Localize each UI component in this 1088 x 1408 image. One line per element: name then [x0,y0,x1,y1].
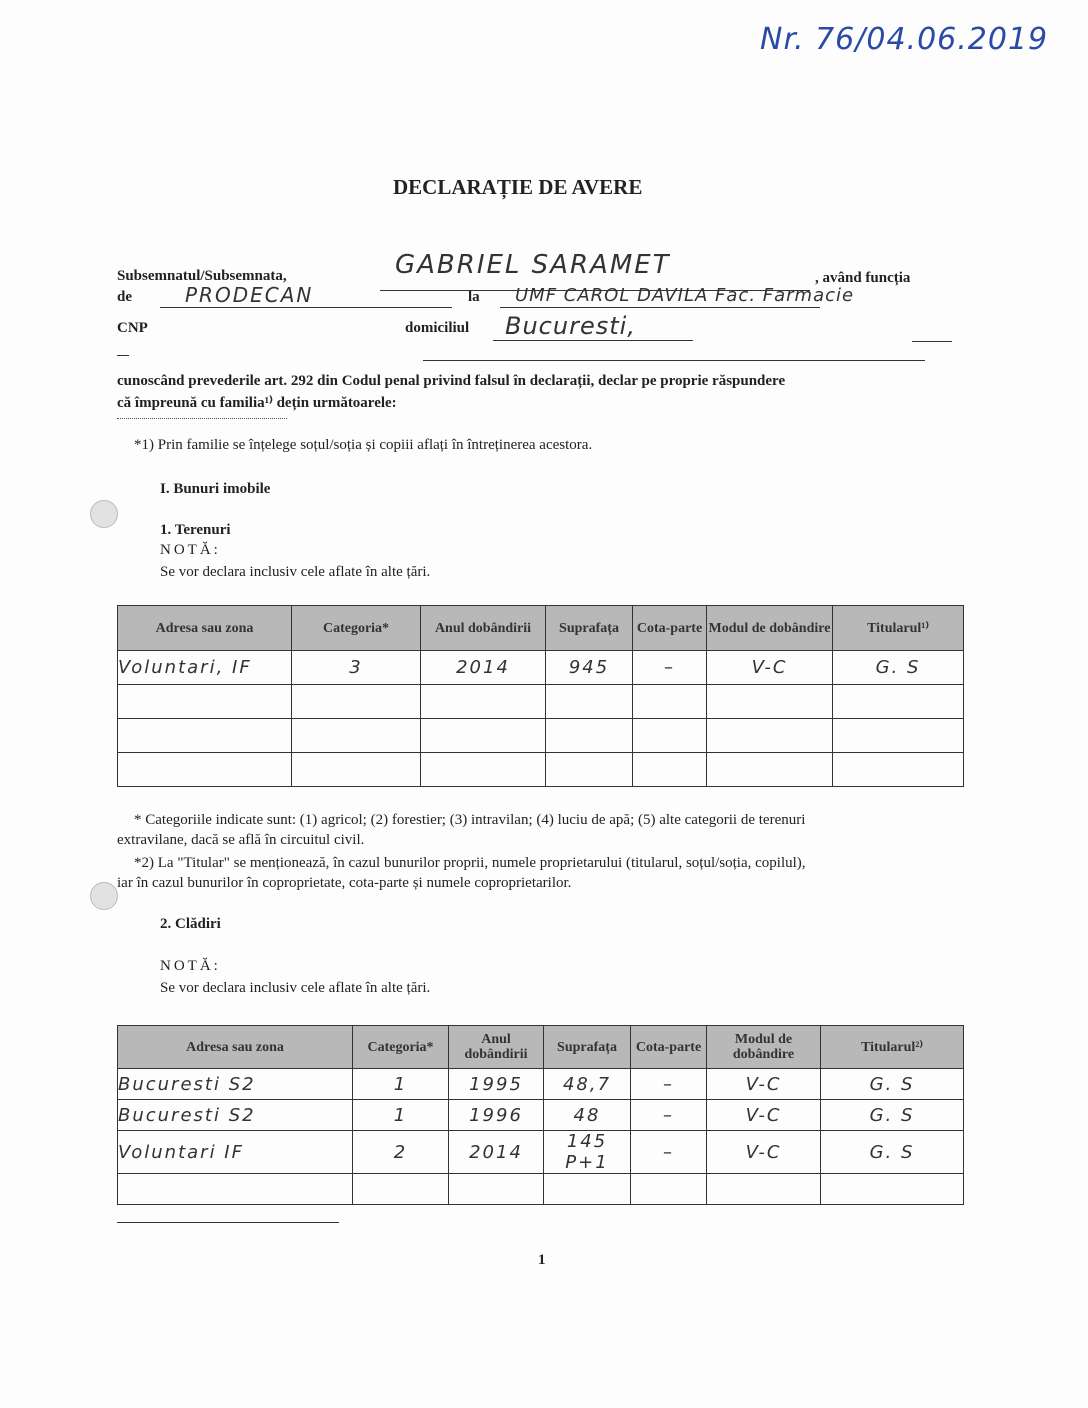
land-table [117,605,964,787]
table-cell [707,685,833,719]
table-cell [833,685,964,719]
column-header: Categoria* [353,1026,449,1069]
column-header: Adresa sau zona [118,606,292,651]
table-cell [449,1174,544,1205]
column-header: Modul de dobândire [707,606,833,651]
table-cell [546,753,633,787]
table-cell: Voluntari IF [118,1131,353,1174]
column-header: Titularul¹⁾ [833,606,964,651]
table-cell: – [631,1131,707,1174]
table-cell: 1996 [449,1100,544,1131]
table-cell [631,1174,707,1205]
titular-note-cont: iar în cazul bunurilor în coproprietate, cota-parte și numele coproprietarilor. [117,875,572,891]
column-header: Adresa sau zona [118,1026,353,1069]
table-cell [546,719,633,753]
table-cell: G. S [821,1131,964,1174]
label-de: de [117,289,132,305]
table-cell: 2014 [449,1131,544,1174]
table-cell [633,753,707,787]
table-cell: G. S [821,1100,964,1131]
page-title: DECLARAȚIE DE AVERE [393,175,643,199]
table-cell: 48 [544,1100,631,1131]
table-row [118,753,964,787]
table-row [118,685,964,719]
domicile-value: Bucuresti, [505,312,636,340]
table-cell: 1 [353,1100,449,1131]
buildings-heading: 2. Clădiri [160,916,221,932]
table-cell: 945 [546,651,633,685]
table-row [118,1131,964,1174]
table-cell [421,719,546,753]
buildings-nota-text: Se vor declara inclusiv cele aflate în alte țări. [160,980,431,996]
label-cnp: CNP [117,320,148,336]
footnote-family: *1) Prin familie se înțelege soțul/soția și copiii aflați în întreținerea acestora. [134,437,593,453]
table-cell [833,753,964,787]
table-cell: – [633,651,707,685]
table-cell [707,1174,821,1205]
declarant-name: GABRIEL SARAMET [395,250,671,280]
table-cell [118,1174,353,1205]
table-cell [546,685,633,719]
table-row [118,1100,964,1131]
table-cell: 48,7 [544,1069,631,1100]
column-header: Modul de dobândire [707,1026,821,1069]
categories-note: * Categoriile indicate sunt: (1) agricol; (2) forestier; (3) intravilan; (4) luciu de apă; (5) alte categorii de terenuri [134,812,806,828]
label-domiciliul: domiciliul [405,320,470,336]
column-header: Suprafața [544,1026,631,1069]
table-cell: V-C [707,1131,821,1174]
table-row [118,1069,964,1100]
table-cell [821,1174,964,1205]
table-cell [292,719,421,753]
titular-note: *2) La "Titular" se menționează, în cazul bunurilor proprii, numele proprietarului (titularul, soțul/soția, copilul), [134,855,806,871]
label-avand-functia: , având funcția [815,270,911,286]
column-header: Cota-parte [631,1026,707,1069]
section-heading-real-estate: I. Bunuri imobile [160,481,271,497]
table-cell [118,719,292,753]
buildings-table [117,1025,964,1205]
table-cell: – [631,1069,707,1100]
table-cell: – [631,1100,707,1131]
table-cell [421,753,546,787]
column-header: Categoria* [292,606,421,651]
function-value: PRODECAN [185,283,314,307]
table-cell: 2014 [421,651,546,685]
table-cell: V-C [707,1069,821,1100]
table-cell [833,719,964,753]
punch-hole [90,882,118,910]
categories-note-cont: extravilane, dacă se află în circuitul civil. [117,832,365,848]
table-cell [633,685,707,719]
land-nota: NOTĂ: [160,542,221,558]
table-cell: Bucuresti S2 [118,1069,353,1100]
column-header: Titularul²⁾ [821,1026,964,1069]
label-subsemnatul: Subsemnatul/Subsemnata, [117,268,287,284]
table-cell: Voluntari, IF [118,651,292,685]
column-header: Suprafața [546,606,633,651]
table-cell: G. S [821,1069,964,1100]
table-cell: G. S [833,651,964,685]
table-cell [707,719,833,753]
table-cell: 2 [353,1131,449,1174]
buildings-nota: NOTĂ: [160,958,221,974]
table-cell: 145 P+1 [544,1131,631,1174]
table-cell [118,753,292,787]
table-cell: 1995 [449,1069,544,1100]
table-cell [707,753,833,787]
table-cell [292,753,421,787]
statement-line-2: că împreună cu familia¹⁾ dețin următoarele: [117,395,397,411]
table-cell [353,1174,449,1205]
table-cell: 3 [292,651,421,685]
label-la: la [468,289,480,305]
institution-value: UMF CAROL DAVILA Fac. Farmacie [515,285,855,306]
land-heading: 1. Terenuri [160,522,231,538]
table-cell [118,685,292,719]
column-header: Anul dobândirii [421,606,546,651]
column-header: Anul dobândirii [449,1026,544,1069]
table-cell: V-C [707,651,833,685]
table-cell [292,685,421,719]
table-cell: 1 [353,1069,449,1100]
page-number: 1 [538,1252,546,1268]
table-row [118,1174,964,1205]
table-cell [544,1174,631,1205]
punch-hole [90,500,118,528]
column-header: Cota-parte [633,606,707,651]
registration-note: Nr. 76/04.06.2019 [760,22,1049,57]
statement-line-1: cunoscând prevederile art. 292 din Codul penal privind falsul în declarații, declar pe proprie răspundere [117,373,786,389]
table-cell [633,719,707,753]
table-row [118,719,964,753]
table-cell: V-C [707,1100,821,1131]
table-cell: Bucuresti S2 [118,1100,353,1131]
table-row [118,651,964,685]
land-nota-text: Se vor declara inclusiv cele aflate în alte țări. [160,564,431,580]
table-cell [421,685,546,719]
